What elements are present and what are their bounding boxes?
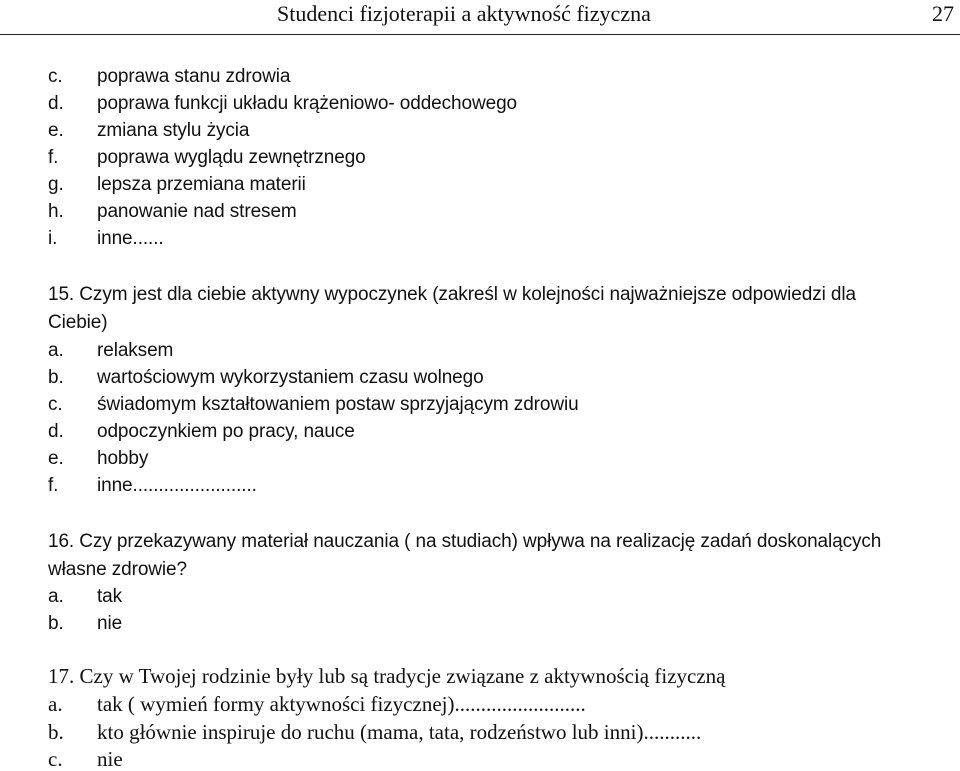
list-text: panowanie nad stresem <box>97 201 297 222</box>
list-text: poprawa stanu zdrowia <box>97 66 291 87</box>
option-text: hobby <box>97 448 149 469</box>
list-marker: h. <box>48 201 64 222</box>
document-body: c. poprawa stanu zdrowia d. poprawa funkcji układu krążeniowo- oddechowego e. zmiana stylu życia f. poprawa wyglądu zewnętrznego g. lepsza przemiana materii h. panowanie nad stresem i. inne...... 15. Czym jest dla ciebie aktywny wypoczynek (zakreśl w kolejności najważniejsze odpowiedzi dla Ciebie) a. relaksem b. wartościowym wykorzystaniem czasu wolnego c. świadomym kształtowaniem postaw sprzyjającym zdrowiu d. odpoczynkiem po pracy, nauce e. hobby f. inne........................ 16. Czy przekazywany materiał nauczania ( na studiach) wpływa na realizację zadań doskonalących własne zdrowie? a. tak b. nie 17. Czy w Twojej rodzinie były lub są tradycje związane z aktywnością fizyczną a. tak ( wymień formy aktywności fizycznej)......................... b. kto głównie inspiruje do ruchu (mama, tata, rodzeństwo lub inni)........... c. nie <box>48 66 882 771</box>
list-marker: i. <box>48 228 58 249</box>
list-text: lepsza przemiana materii <box>97 174 306 195</box>
list-text: zmiana stylu życia <box>97 120 250 141</box>
option-marker: b. <box>48 367 64 388</box>
page-number: 27 <box>932 1 954 26</box>
option-text: kto głównie inspiruje do ruchu (mama, tata, rodzeństwo lub inni)........... <box>97 720 702 744</box>
option-text: nie <box>97 613 123 634</box>
option-marker: d. <box>48 421 64 442</box>
list-text: inne...... <box>97 228 164 249</box>
list-marker: c. <box>48 66 63 87</box>
option-marker: c. <box>48 747 63 771</box>
list-marker: g. <box>48 174 64 195</box>
option-text: wartościowym wykorzystaniem czasu wolnego <box>97 367 484 388</box>
option-marker: c. <box>48 394 63 415</box>
option-marker: b. <box>48 720 64 744</box>
list-marker: d. <box>48 93 64 114</box>
option-text: odpoczynkiem po pracy, nauce <box>97 421 355 442</box>
running-title: Studenci fizjoterapii a aktywność fizyczna <box>277 1 651 26</box>
option-text: inne........................ <box>97 475 257 496</box>
option-text: tak ( wymień formy aktywności fizycznej)......................... <box>97 692 586 716</box>
option-marker: e. <box>48 448 64 469</box>
option-marker: f. <box>48 475 59 496</box>
option-marker: a. <box>48 586 64 607</box>
option-text: relaksem <box>97 340 174 361</box>
list-marker: e. <box>48 120 64 141</box>
option-marker: b. <box>48 613 64 634</box>
option-text: nie <box>97 747 123 771</box>
option-text: świadomym kształtowaniem postaw sprzyjającym zdrowiu <box>97 394 579 415</box>
option-text: tak <box>97 586 123 607</box>
list-text: poprawa wyglądu zewnętrznego <box>97 147 366 168</box>
option-marker: a. <box>48 340 64 361</box>
option-marker: a. <box>48 692 63 716</box>
list-marker: f. <box>48 147 59 168</box>
list-text: poprawa funkcji układu krążeniowo- oddechowego <box>97 93 517 114</box>
